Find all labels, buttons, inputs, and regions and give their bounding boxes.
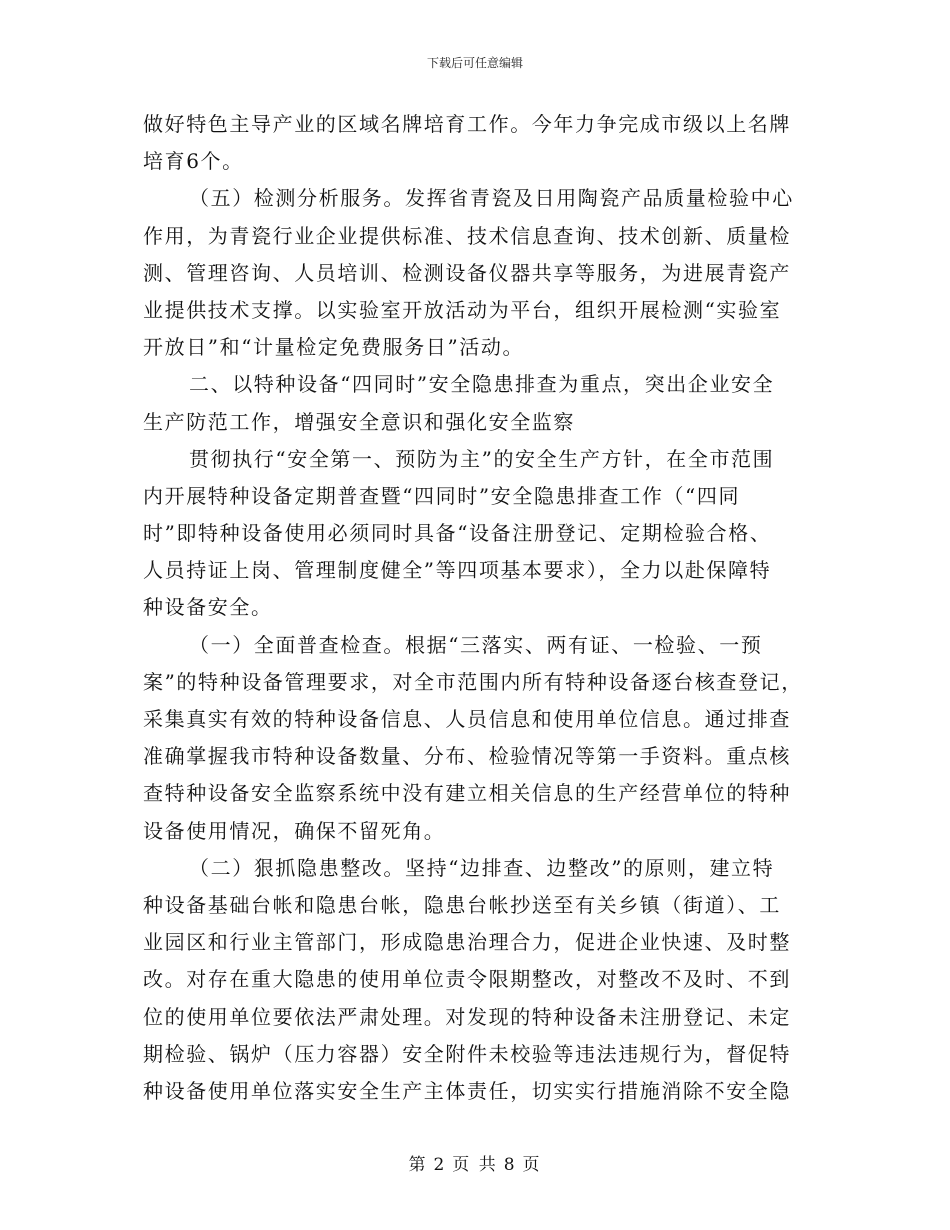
text-line: 培育6个。 [143,149,244,174]
text-line: 种设备基础台帐和隐患台帐，隐患台帐抄送至有关乡镇（街道）、工 [143,892,781,917]
text-line: 准确掌握我市特种设备数量、分布、检验情况等第一手资料。重点核 [143,744,791,769]
text-line: 查特种设备安全监察系统中没有建立相关信息的生产经营单位的特种 [143,781,791,806]
text-line: 期检验、锅炉（压力容器）安全附件未校验等违法违规行为，督促特 [143,1041,791,1066]
text-line: 位的使用单位要依法严肃处理。对发现的特种设备未注册登记、未定 [143,1004,791,1029]
text-line: 内开展特种设备定期普查暨“四同时”安全隐患排查工作（“四同 [143,483,741,508]
text-line: （一）全面普查检查。根据“三落实、两有证、一检验、一预 [189,632,763,657]
text-line: 贯彻执行“安全第一、预防为主”的安全生产方针，在全市范围 [189,446,775,471]
text-line: （五）检测分析服务。发挥省青瓷及日用陶瓷产品质量检验中心 [189,186,794,211]
text-line: 种设备使用单位落实安全生产主体责任，切实实行措施消除不安全隐 [143,1078,791,1103]
text-line: 时”即特种设备使用必须同时具备“设备注册登记、定期检验合格、 [143,521,772,546]
text-line: 业提供技术支撑。以实验室开放活动为平台，组织开展检测“实验室 [143,297,782,322]
text-line: 种设备安全。 [143,595,273,620]
footer-suffix: 页 [522,1155,542,1175]
text-line: （二）狠抓隐患整改。坚持“边排查、边整改”的原则，建立特 [189,855,775,880]
page-header-note: 下载后可任意编辑 [426,56,523,70]
text-line: 开放日”和“计量检定免费服务日”活动。 [143,335,525,360]
text-line: 案”的特种设备管理要求，对全市范围内所有特种设备逐台核查登记， [143,669,803,694]
text-line: 人员持证上岗、管理制度健全”等四项基本要求），全力以赴保障特 [143,558,772,583]
text-line: 作用，为青瓷行业企业提供标准、技术信息查询、技术创新、质量检 [143,223,791,248]
document-body [143,106,807,1110]
page-number-footer [0,1150,950,1175]
text-line: 改。对存在重大隐患的使用单位责令限期整改，对整改不及时、不到 [143,967,791,992]
text-line: 做好特色主导产业的区域名牌培育工作。今年力争完成市级以上名牌 [143,112,791,136]
footer-prefix: 第 [408,1155,428,1175]
text-line: 业园区和行业主管部门，形成隐患治理合力，促进企业快速、及时整 [143,930,791,955]
text-line: 设备使用情况，确保不留死角。 [143,818,446,843]
total-page-count: 8 [503,1155,517,1175]
footer-middle: 页 共 [452,1155,498,1175]
current-page-number: 2 [433,1155,447,1175]
text-line: 测、管理咨询、人员培训、检测设备仪器共享等服务，为进展青瓷产 [143,260,791,285]
section-heading-line: 生产防范工作，增强安全意识和强化安全监察 [143,409,575,434]
text-line: 采集真实有效的特种设备信息、人员信息和使用单位信息。通过排查 [143,707,791,731]
section-heading-line: 二、以特种设备“四同时”安全隐患排查为重点，突出企业安全 [189,372,775,397]
